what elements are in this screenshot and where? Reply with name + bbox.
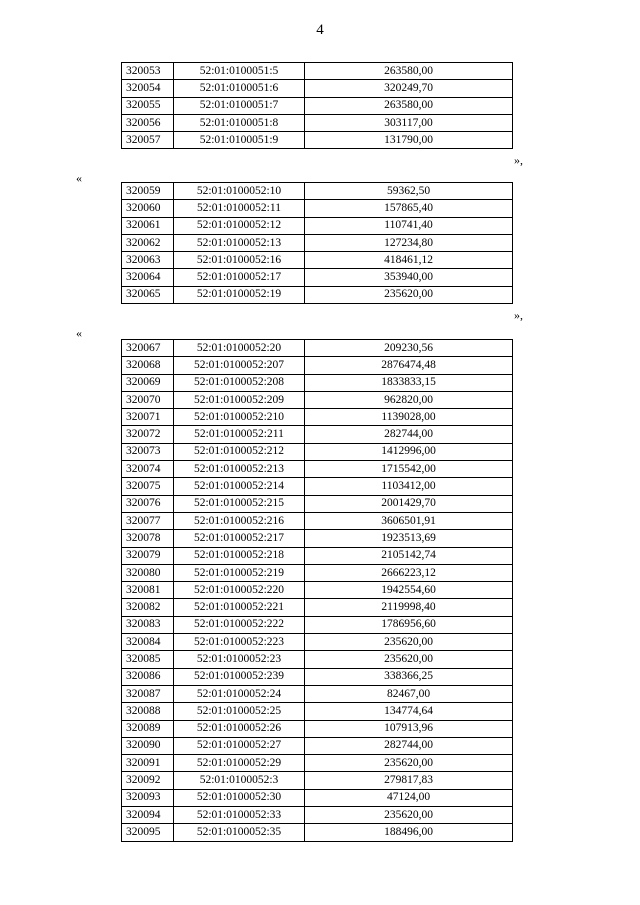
row-code: 320091 bbox=[122, 755, 174, 772]
table-row bbox=[122, 530, 513, 547]
table-row bbox=[122, 824, 513, 841]
cadastral-number: 52:01:0100052:29 bbox=[174, 755, 305, 772]
table-body bbox=[122, 63, 513, 149]
table-row bbox=[122, 63, 513, 80]
cadastral-value: 235620,00 bbox=[305, 755, 513, 772]
cadastral-number: 52:01:0100052:13 bbox=[174, 234, 305, 251]
cadastral-number: 52:01:0100052:215 bbox=[174, 495, 305, 512]
table-row bbox=[122, 564, 513, 581]
row-code: 320083 bbox=[122, 616, 174, 633]
cadastral-value: 279817,83 bbox=[305, 772, 513, 789]
cadastral-number: 52:01:0100052:20 bbox=[174, 340, 305, 357]
cadastral-table-3 bbox=[121, 339, 513, 842]
table-row bbox=[122, 737, 513, 754]
cadastral-number: 52:01:0100052:220 bbox=[174, 582, 305, 599]
cadastral-value: 47124,00 bbox=[305, 789, 513, 806]
cadastral-number: 52:01:0100052:223 bbox=[174, 634, 305, 651]
row-code: 320087 bbox=[122, 685, 174, 702]
row-code: 320068 bbox=[122, 357, 174, 374]
cadastral-value: 338366,25 bbox=[305, 668, 513, 685]
cadastral-number: 52:01:0100052:17 bbox=[174, 269, 305, 286]
table-body bbox=[122, 183, 513, 304]
row-code: 320056 bbox=[122, 114, 174, 131]
row-code: 320071 bbox=[122, 409, 174, 426]
cadastral-value: 235620,00 bbox=[305, 651, 513, 668]
table-row bbox=[122, 269, 513, 286]
table-row bbox=[122, 478, 513, 495]
closing-quote-2: », bbox=[514, 308, 523, 322]
cadastral-number: 52:01:0100052:211 bbox=[174, 426, 305, 443]
cadastral-value: 303117,00 bbox=[305, 114, 513, 131]
cadastral-value: 1786956,60 bbox=[305, 616, 513, 633]
table-row bbox=[122, 132, 513, 149]
table-row bbox=[122, 634, 513, 651]
cadastral-value: 134774,64 bbox=[305, 703, 513, 720]
cadastral-value: 131790,00 bbox=[305, 132, 513, 149]
cadastral-number: 52:01:0100052:26 bbox=[174, 720, 305, 737]
row-code: 320065 bbox=[122, 286, 174, 303]
cadastral-number: 52:01:0100052:221 bbox=[174, 599, 305, 616]
cadastral-value: 1412996,00 bbox=[305, 443, 513, 460]
cadastral-number: 52:01:0100052:217 bbox=[174, 530, 305, 547]
cadastral-value: 1715542,00 bbox=[305, 461, 513, 478]
cadastral-number: 52:01:0100052:239 bbox=[174, 668, 305, 685]
cadastral-value: 1923513,69 bbox=[305, 530, 513, 547]
table-row bbox=[122, 807, 513, 824]
table-row bbox=[122, 409, 513, 426]
cadastral-number: 52:01:0100052:30 bbox=[174, 789, 305, 806]
table-row bbox=[122, 374, 513, 391]
row-code: 320057 bbox=[122, 132, 174, 149]
table-row bbox=[122, 340, 513, 357]
row-code: 320053 bbox=[122, 63, 174, 80]
table-row bbox=[122, 391, 513, 408]
cadastral-value: 2876474,48 bbox=[305, 357, 513, 374]
opening-quote-1: « bbox=[76, 171, 82, 185]
cadastral-number: 52:01:0100052:24 bbox=[174, 685, 305, 702]
cadastral-value: 353940,00 bbox=[305, 269, 513, 286]
cadastral-value: 1833833,15 bbox=[305, 374, 513, 391]
table-row bbox=[122, 668, 513, 685]
row-code: 320080 bbox=[122, 564, 174, 581]
cadastral-number: 52:01:0100051:6 bbox=[174, 80, 305, 97]
cadastral-number: 52:01:0100052:218 bbox=[174, 547, 305, 564]
cadastral-value: 282744,00 bbox=[305, 737, 513, 754]
cadastral-value: 107913,96 bbox=[305, 720, 513, 737]
row-code: 320086 bbox=[122, 668, 174, 685]
row-code: 320094 bbox=[122, 807, 174, 824]
table-row bbox=[122, 114, 513, 131]
table-row bbox=[122, 772, 513, 789]
cadastral-value: 418461,12 bbox=[305, 252, 513, 269]
row-code: 320054 bbox=[122, 80, 174, 97]
closing-quote-1: », bbox=[514, 153, 523, 167]
cadastral-number: 52:01:0100051:9 bbox=[174, 132, 305, 149]
cadastral-number: 52:01:0100051:8 bbox=[174, 114, 305, 131]
page-number: 4 bbox=[316, 22, 324, 38]
table-row bbox=[122, 252, 513, 269]
row-code: 320075 bbox=[122, 478, 174, 495]
row-code: 320093 bbox=[122, 789, 174, 806]
table-row bbox=[122, 685, 513, 702]
table-row bbox=[122, 703, 513, 720]
row-code: 320062 bbox=[122, 234, 174, 251]
cadastral-number: 52:01:0100051:7 bbox=[174, 97, 305, 114]
row-code: 320082 bbox=[122, 599, 174, 616]
cadastral-number: 52:01:0100052:213 bbox=[174, 461, 305, 478]
table-row bbox=[122, 512, 513, 529]
cadastral-number: 52:01:0100052:3 bbox=[174, 772, 305, 789]
cadastral-number: 52:01:0100052:214 bbox=[174, 478, 305, 495]
cadastral-value: 263580,00 bbox=[305, 97, 513, 114]
cadastral-value: 2001429,70 bbox=[305, 495, 513, 512]
row-code: 320095 bbox=[122, 824, 174, 841]
cadastral-number: 52:01:0100052:11 bbox=[174, 200, 305, 217]
table-row bbox=[122, 755, 513, 772]
row-code: 320061 bbox=[122, 217, 174, 234]
table-row bbox=[122, 651, 513, 668]
row-code: 320074 bbox=[122, 461, 174, 478]
cadastral-value: 82467,00 bbox=[305, 685, 513, 702]
cadastral-value: 235620,00 bbox=[305, 286, 513, 303]
cadastral-number: 52:01:0100052:10 bbox=[174, 183, 305, 200]
table-row bbox=[122, 547, 513, 564]
cadastral-value: 188496,00 bbox=[305, 824, 513, 841]
cadastral-value: 110741,40 bbox=[305, 217, 513, 234]
cadastral-value: 235620,00 bbox=[305, 634, 513, 651]
cadastral-value: 320249,70 bbox=[305, 80, 513, 97]
table-row bbox=[122, 461, 513, 478]
row-code: 320067 bbox=[122, 340, 174, 357]
cadastral-value: 1942554,60 bbox=[305, 582, 513, 599]
cadastral-number: 52:01:0100052:33 bbox=[174, 807, 305, 824]
table-row bbox=[122, 217, 513, 234]
cadastral-value: 263580,00 bbox=[305, 63, 513, 80]
cadastral-value: 2119998,40 bbox=[305, 599, 513, 616]
table-row bbox=[122, 426, 513, 443]
cadastral-number: 52:01:0100052:216 bbox=[174, 512, 305, 529]
cadastral-value: 209230,56 bbox=[305, 340, 513, 357]
row-code: 320079 bbox=[122, 547, 174, 564]
table-row bbox=[122, 286, 513, 303]
cadastral-number: 52:01:0100052:212 bbox=[174, 443, 305, 460]
row-code: 320092 bbox=[122, 772, 174, 789]
table-row bbox=[122, 183, 513, 200]
cadastral-value: 962820,00 bbox=[305, 391, 513, 408]
cadastral-number: 52:01:0100052:209 bbox=[174, 391, 305, 408]
row-code: 320059 bbox=[122, 183, 174, 200]
row-code: 320077 bbox=[122, 512, 174, 529]
cadastral-number: 52:01:0100051:5 bbox=[174, 63, 305, 80]
cadastral-number: 52:01:0100052:208 bbox=[174, 374, 305, 391]
cadastral-number: 52:01:0100052:27 bbox=[174, 737, 305, 754]
table-row bbox=[122, 80, 513, 97]
cadastral-number: 52:01:0100052:25 bbox=[174, 703, 305, 720]
row-code: 320089 bbox=[122, 720, 174, 737]
row-code: 320081 bbox=[122, 582, 174, 599]
row-code: 320064 bbox=[122, 269, 174, 286]
table-row bbox=[122, 616, 513, 633]
table-row bbox=[122, 97, 513, 114]
cadastral-number: 52:01:0100052:207 bbox=[174, 357, 305, 374]
cadastral-number: 52:01:0100052:12 bbox=[174, 217, 305, 234]
cadastral-number: 52:01:0100052:16 bbox=[174, 252, 305, 269]
row-code: 320084 bbox=[122, 634, 174, 651]
cadastral-number: 52:01:0100052:210 bbox=[174, 409, 305, 426]
cadastral-number: 52:01:0100052:23 bbox=[174, 651, 305, 668]
cadastral-value: 2666223,12 bbox=[305, 564, 513, 581]
cadastral-value: 1139028,00 bbox=[305, 409, 513, 426]
row-code: 320060 bbox=[122, 200, 174, 217]
cadastral-number: 52:01:0100052:35 bbox=[174, 824, 305, 841]
cadastral-value: 127234,80 bbox=[305, 234, 513, 251]
cadastral-value: 1103412,00 bbox=[305, 478, 513, 495]
table-row bbox=[122, 789, 513, 806]
cadastral-table-1 bbox=[121, 62, 513, 149]
row-code: 320088 bbox=[122, 703, 174, 720]
table-row bbox=[122, 599, 513, 616]
table-row bbox=[122, 200, 513, 217]
row-code: 320073 bbox=[122, 443, 174, 460]
table-row bbox=[122, 582, 513, 599]
table-row bbox=[122, 357, 513, 374]
row-code: 320090 bbox=[122, 737, 174, 754]
row-code: 320085 bbox=[122, 651, 174, 668]
row-code: 320072 bbox=[122, 426, 174, 443]
table-row bbox=[122, 495, 513, 512]
opening-quote-2: « bbox=[76, 326, 82, 340]
cadastral-value: 2105142,74 bbox=[305, 547, 513, 564]
row-code: 320070 bbox=[122, 391, 174, 408]
cadastral-number: 52:01:0100052:219 bbox=[174, 564, 305, 581]
cadastral-value: 235620,00 bbox=[305, 807, 513, 824]
row-code: 320063 bbox=[122, 252, 174, 269]
row-code: 320055 bbox=[122, 97, 174, 114]
cadastral-value: 282744,00 bbox=[305, 426, 513, 443]
row-code: 320069 bbox=[122, 374, 174, 391]
cadastral-value: 59362,50 bbox=[305, 183, 513, 200]
cadastral-table-2 bbox=[121, 182, 513, 304]
table-row bbox=[122, 234, 513, 251]
cadastral-value: 157865,40 bbox=[305, 200, 513, 217]
table-body bbox=[122, 340, 513, 842]
cadastral-number: 52:01:0100052:19 bbox=[174, 286, 305, 303]
cadastral-value: 3606501,91 bbox=[305, 512, 513, 529]
table-row bbox=[122, 720, 513, 737]
row-code: 320078 bbox=[122, 530, 174, 547]
row-code: 320076 bbox=[122, 495, 174, 512]
cadastral-number: 52:01:0100052:222 bbox=[174, 616, 305, 633]
table-row bbox=[122, 443, 513, 460]
